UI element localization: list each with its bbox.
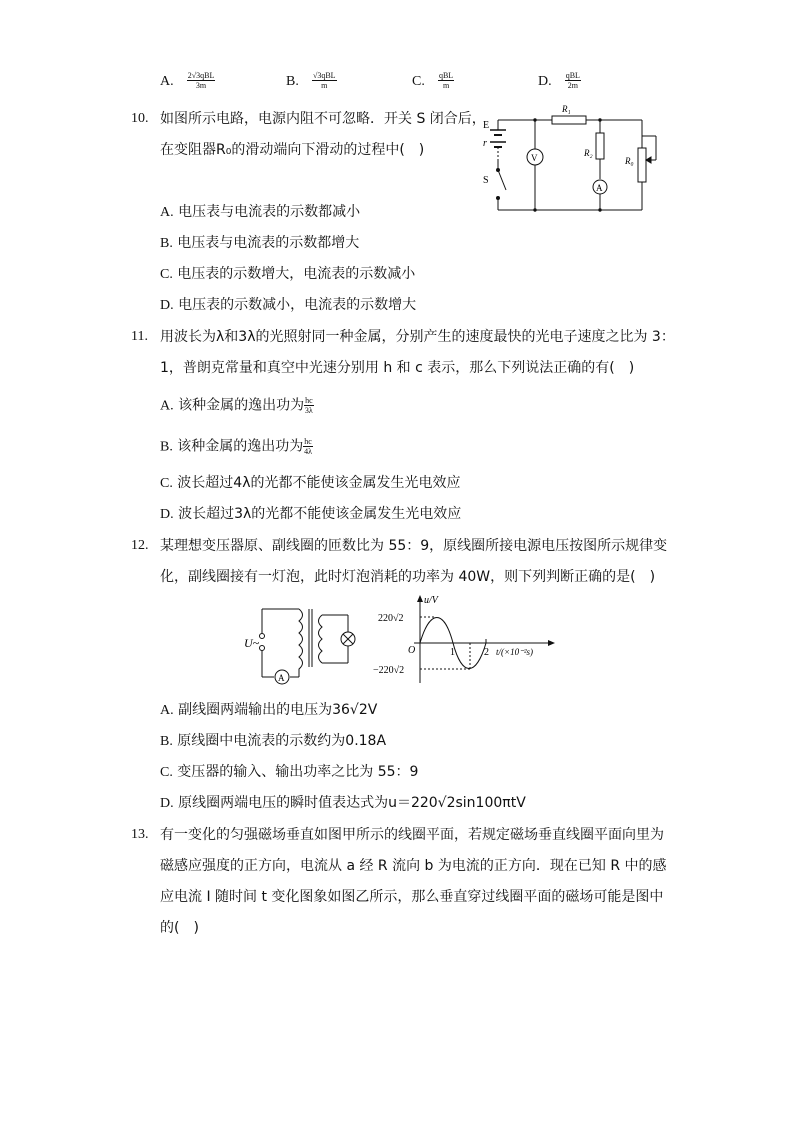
q11-option-a[interactable]: A. 该种金属的逸出功为 $\frac{hc}{3\lambda}$ (160, 396, 313, 415)
option-fraction: $\frac{hc}{4\lambda}$ (304, 437, 313, 456)
option-label: D. (538, 74, 552, 89)
q9-option-d[interactable] (538, 70, 581, 90)
source-label: U~ (244, 636, 260, 650)
y-tick-bottom: −220√2 (373, 665, 405, 676)
voltmeter-label: V (531, 153, 538, 163)
q13-stem-line1: 有一变化的匀强磁场垂直如图甲所示的线圈平面，若规定磁场垂直线圈平面向里为 (160, 827, 664, 843)
origin-label: O (408, 645, 416, 656)
q9-option-a[interactable] (160, 70, 215, 90)
q12-option-a[interactable]: A. 副线圈两端输出的电压为36√2V (160, 702, 378, 718)
q9-options (160, 66, 620, 96)
q11-option-b[interactable]: B. 该种金属的逸出功为 $\frac{hc}{4\lambda}$ (160, 437, 313, 456)
y-tick-top: 220√2 (378, 613, 404, 624)
x-tick-2: 2 (484, 647, 489, 658)
q12-number: 12. (131, 538, 149, 553)
q10-number: 10. (131, 111, 149, 126)
q12-voltage-time-graph (368, 593, 558, 685)
label-r: r (483, 138, 487, 149)
q9-option-c[interactable] (412, 70, 454, 90)
q11-stem-line2: 1，普朗克常量和真空中光速分别用 h 和 c 表示，那么下列说法正确的有( ) (160, 360, 635, 376)
label-R0: R₀ (625, 156, 634, 166)
q12-option-d[interactable]: D. 原线圈两端电压的瞬时值表达式为u＝220√2sin100πtV (160, 795, 526, 811)
q9-option-b[interactable] (286, 70, 337, 90)
option-fraction: $\frac{\text{√3qBL}}{m}$ (312, 71, 336, 90)
q13-stem-line3: 应电流 I 随时间 t 变化图象如图乙所示，那么垂直穿过线圈平面的磁场可能是图中 (160, 889, 664, 905)
q13-stem-line2: 磁感应强度的正方向，电流从 a 经 R 流向 b 为电流的正方向．现在已知 R 中的感 (160, 858, 667, 874)
ammeter-label: A (278, 673, 285, 683)
label-E: E (483, 120, 490, 131)
y-axis-label: u/V (424, 595, 438, 606)
q13-number: 13. (131, 827, 149, 842)
option-label: B. (286, 74, 299, 89)
option-label: A. (160, 74, 174, 89)
label-R1: R₁ (562, 104, 571, 114)
q12-stem-line1: 某理想变压器原、副线圈的匝数比为 55：9，原线圈所接电源电压按图所示规律变 (160, 538, 668, 554)
option-label: C. (412, 74, 425, 89)
q10-option-a[interactable]: A. 电压表与电流表的示数都减小 (160, 204, 361, 220)
q11-stem-line1: 用波长为λ和3λ的光照射同一种金属，分别产生的速度最快的光电子速度之比为 3： (160, 329, 675, 345)
label-R2: R₂ (584, 148, 593, 158)
q10-option-c[interactable]: C. 电压表的示数增大，电流表的示数减小 (160, 266, 416, 282)
q11-option-c[interactable]: C. 波长超过4λ的光都不能使该金属发生光电效应 (160, 475, 461, 491)
q11-number: 11. (131, 329, 148, 344)
q10-stem-line2: 在变阻器R₀的滑动端向下滑动的过程中( ) (160, 142, 425, 158)
ammeter-label: A (596, 183, 603, 193)
q11-option-d[interactable]: D. 波长超过3λ的光都不能使该金属发生光电效应 (160, 506, 462, 522)
option-fraction: $\frac{hc}{3\lambda}$ (304, 396, 313, 415)
q10-option-d[interactable]: D. 电压表的示数减小，电流表的示数增大 (160, 297, 417, 313)
x-axis-label: t/(×10⁻²s) (496, 647, 534, 657)
q12-transformer-diagram (244, 603, 364, 685)
q12-stem-line2: 化，副线圈接有一灯泡，此时灯泡消耗的功率为 40W，则下列判断正确的是( ) (160, 569, 656, 585)
option-fraction: $\frac{\text{2√3qBL}}{3m}$ (187, 71, 215, 90)
q10-stem-line1: 如图所示电路，电源内阻不可忽略．开关 S 闭合后， (160, 111, 486, 127)
q10-option-b[interactable]: B. 电压表与电流表的示数都增大 (160, 235, 360, 251)
label-S: S (483, 175, 489, 186)
q12-option-c[interactable]: C. 变压器的输入、输出功率之比为 55：9 (160, 764, 419, 780)
option-fraction: $\frac{\text{qBL}}{m}$ (438, 71, 454, 90)
x-tick-1: 1 (450, 647, 455, 658)
option-fraction: $\frac{\text{qBL}}{2m}$ (565, 71, 580, 90)
q12-option-b[interactable]: B. 原线圈中电流表的示数约为0.18A (160, 733, 387, 749)
q10-circuit-diagram (480, 100, 675, 218)
q13-stem-line4: 的( ) (160, 920, 199, 936)
